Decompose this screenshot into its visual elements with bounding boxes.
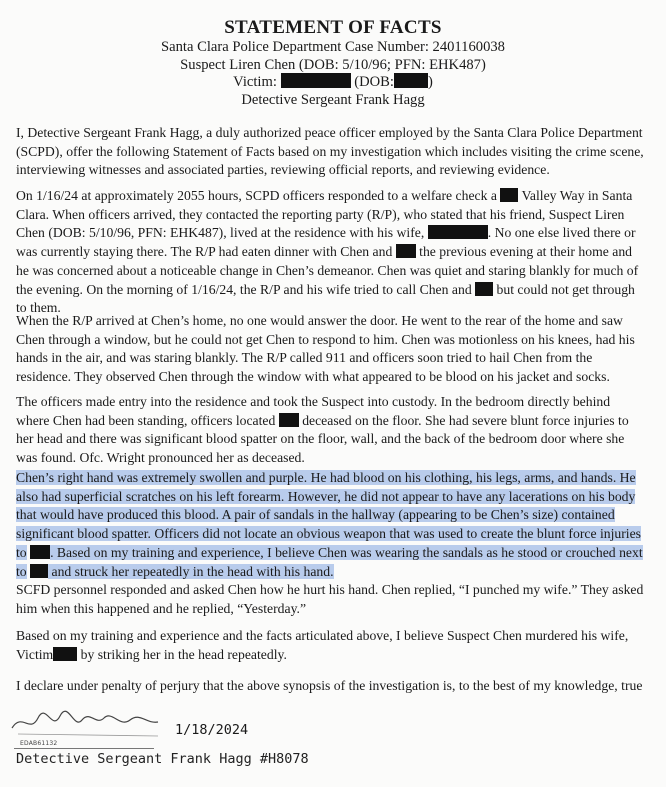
- highlighted-text: and struck her repeatedly in the head with his hand.: [48, 563, 334, 579]
- redaction-block: [428, 225, 488, 239]
- redaction-block: [53, 647, 77, 661]
- case-number-line: Santa Clara Police Department Case Number: 2401160038: [161, 39, 505, 55]
- signature-stamp-text: EDAB61132: [20, 740, 58, 747]
- text-span: deceased on the floor. She had severe blunt force injuries to her head and there was significant blood spatter on the floor, wall, and the back of the bedroom door where she was found. Ofc. Wright pronounced her as deceased.: [16, 412, 629, 466]
- signature-line: [14, 748, 154, 749]
- document-title: STATEMENT OF FACTS: [224, 17, 442, 38]
- victim-label: Victim:: [233, 74, 277, 90]
- text-span: but could not get through to them.: [16, 281, 635, 316]
- text-span: The officers made entry into the residence and took the Suspect into custody. In the bedroom directly behind where Chen had been standing, officers located: [16, 394, 611, 428]
- highlighted-text: . Based on my training and experience, I believe Chen was wearing the sandals as he stood or crouched next to: [16, 544, 643, 579]
- redaction-block: [279, 413, 299, 427]
- paragraph-entry: [16, 393, 646, 468]
- signature-area: [8, 706, 178, 746]
- paragraph-arrival: When the R/P arrived at Chen’s home, no one would answer the door. He went to the rear of the home and saw Chen through a window, but he could not get Chen to respond to him. Chen was motionless on his knees, had his hands in the air, and was staring blankly. The R/P called 911 and officers soon tried to hail Chen from the residence. They observed Chen through the window with what appeared to be blood on his jacket and socks.: [16, 313, 635, 385]
- text-span: Based on my training and experience and the facts articulated above, I believe Suspect Chen murdered his wife, Victim: [16, 628, 629, 662]
- highlighted-text: Chen’s right hand was extremely swollen and purple. He had blood on his clothing, his legs, arms, and hands. He also had superficial scratches on his left forearm. However, he did not appear to have any lacerations on his body that would have produced this blood. A pair of sandals in the hallway (appearing to be Chen’s size) contained significant blood spatter. Officers did not locate an obvious weapon that was used to create the blunt force injuries to: [16, 470, 642, 560]
- paragraph-conclusion: [16, 627, 646, 664]
- suspect-line: Suspect Liren Chen (DOB: 5/10/96; PFN: EHK487): [180, 57, 486, 73]
- redaction-block: [394, 73, 428, 88]
- redaction-block: [30, 564, 48, 578]
- paragraph-declaration: I declare under penalty of perjury that the above synopsis of the investigation is, to the best of my knowledge, true: [16, 678, 643, 693]
- redaction-block: [30, 545, 50, 559]
- paragraph-scfd: SCFD personnel responded and asked Chen how he hurt his hand. Chen replied, “I punched my wife.” They asked him when this happened and he replied, “Yesterday.”: [16, 582, 644, 616]
- redaction-block: [500, 188, 518, 202]
- signature-name: Detective Sergeant Frank Hagg #H8078: [16, 751, 309, 767]
- redaction-block: [475, 282, 493, 296]
- paragraph-welfare-check: [16, 187, 646, 318]
- text-span: On 1/16/24 at approximately 2055 hours, SCPD officers responded to a welfare check a: [16, 188, 497, 203]
- text-span: by striking her in the head repeatedly.: [77, 646, 287, 662]
- detective-line: Detective Sergeant Frank Hagg: [241, 92, 425, 108]
- redaction-block: [281, 73, 351, 88]
- text-span: the previous evening at their home and he was concerned about a noticeable change in Chen’s demeanor. Chen was quiet and staring blankly for much of the evening. On the morning of 1/16/24, the R/P and his wife tried to call Chen and: [16, 244, 639, 297]
- victim-dob-open: (DOB:: [354, 74, 394, 90]
- text-span: . No one else lived there or was currently staying there. The R/P had eaten dinner with Chen and: [16, 225, 636, 260]
- redaction-block: [396, 244, 416, 258]
- text-span: Valley Way in Santa Clara. When officers arrived, they contacted the reporting party (R/P), who stated that his friend, Suspect Liren Chen (DOB: 5/10/96, PFN: EHK487), lived at the residence with his wife,: [16, 188, 633, 241]
- victim-line: [0, 73, 666, 91]
- signature-date: 1/18/2024: [175, 722, 249, 738]
- signature-scribble-icon: [8, 706, 168, 742]
- paragraph-injuries: [16, 469, 646, 581]
- victim-dob-close: ): [427, 74, 433, 90]
- paragraph-intro: I, Detective Sergeant Frank Hagg, a duly authorized peace officer employed by the Santa Clara Police Department (SCPD), offer the following Statement of Facts based on my investigation which includes visiting the crime scene, interviewing witnesses and associated parties, reviewing official reports, and reviewing evidence.: [16, 125, 644, 178]
